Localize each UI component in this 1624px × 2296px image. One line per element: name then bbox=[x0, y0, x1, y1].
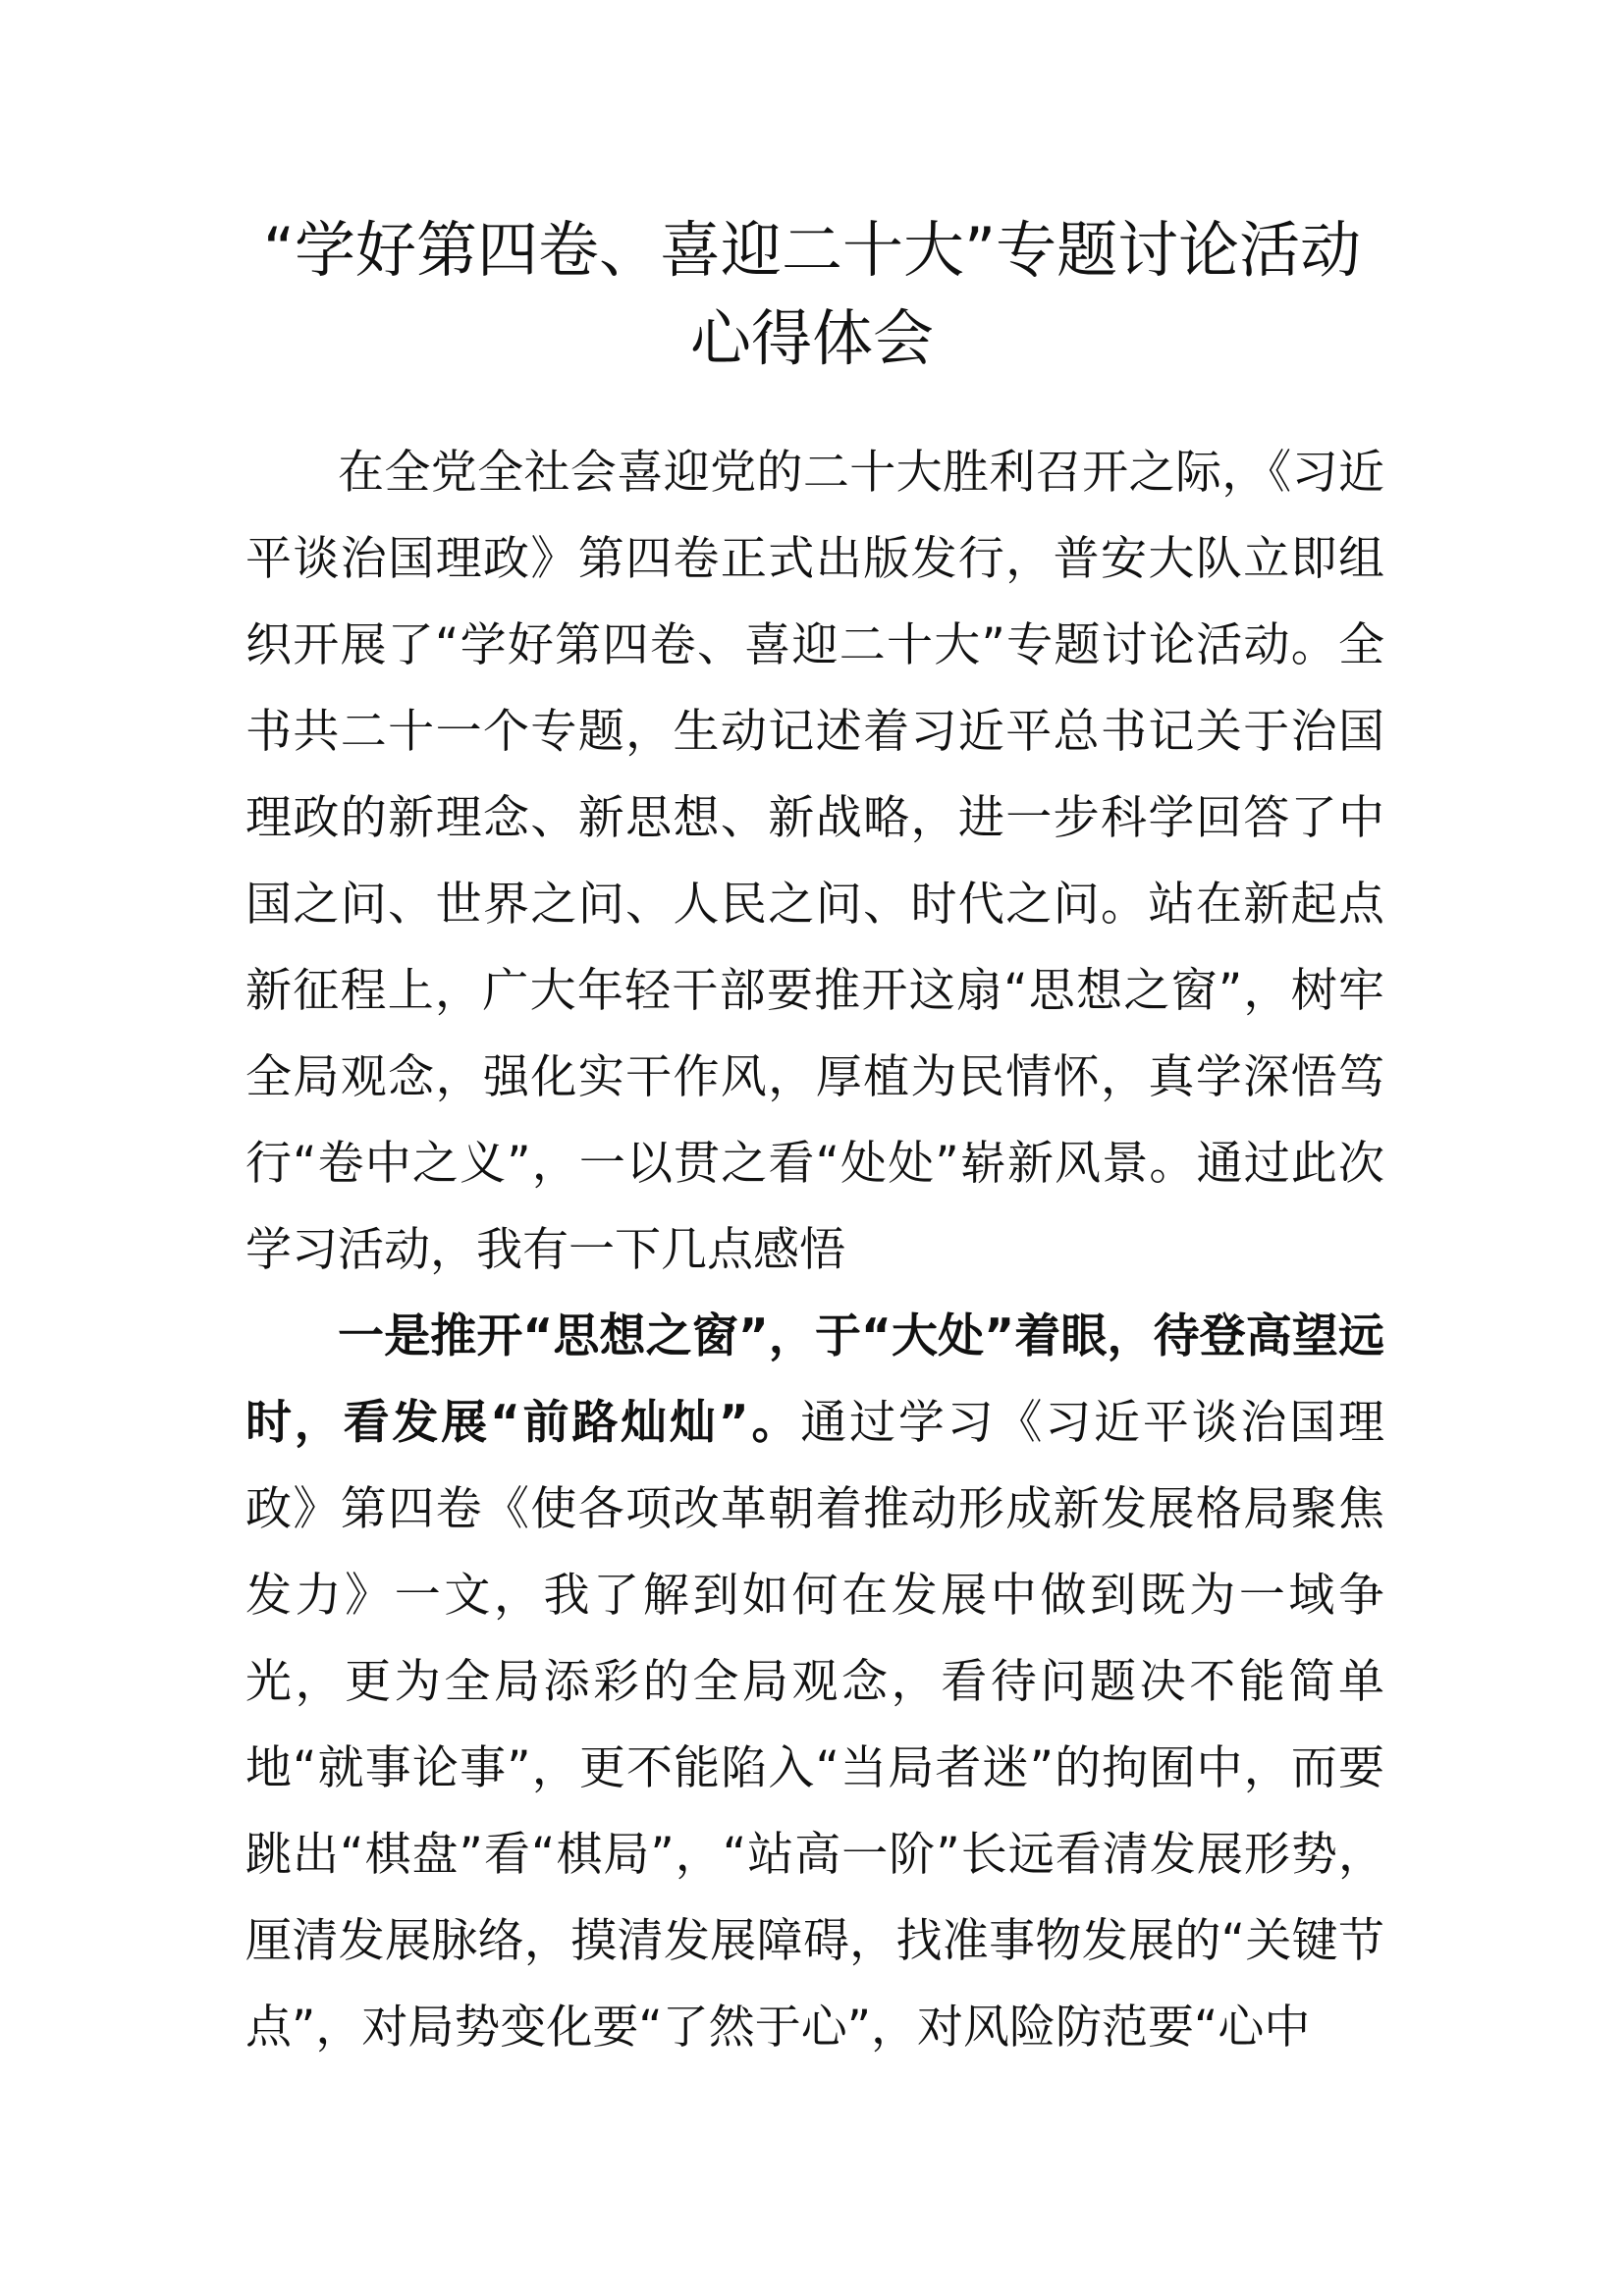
point-one-heading: 一是推开“思想之窗”，于“大处”着眼，待登高望远时，看发展“前路灿灿”。 bbox=[245, 1309, 1384, 1450]
page-title bbox=[236, 206, 1388, 383]
paragraph-intro: 在全党全社会喜迎党的二十大胜利召开之际，《习近平谈治国理政》第四卷正式出版发行，普安大队立即组织开展了“学好第四卷、喜迎二十大”专题讨论活动。全书共二十一个专题，生动记述着习近平总书记关于治国理政的新理念、新思想、新战略，进一步科学回答了中国之问、世界之问、人民之问、时代之问。站在新起点新征程上，广大年轻干部要推开这扇“思想之窗”，树牢全局观念，强化实干作风，厚植为民情怀，真学深悟笃行“卷中之义”，一以贯之看“处处”崭新风景。通过此次学习活动，我有一下几点感悟 bbox=[245, 446, 1384, 1277]
title-line-1: “学好第四卷、喜迎二十大”专题讨论活动 bbox=[262, 214, 1362, 286]
point-one-body: 通过学习《习近平谈治国理政》第四卷《使各项改革朝着推动形成新发展格局聚焦发力》一文，我了解到如何在发展中做到既为一域争光，更为全局添彩的全局观念，看待问题决不能简单地“就事论事”，更不能陷入“当局者迷”的拘囿中，而要跳出“棋盘”看“棋局”，“站高一阶”长远看清发展形势，厘清发展脉络，摸清发展障碍，找准事物发展的“关键节点”，对局势变化要“了然于心”，对风险防范要“心中 bbox=[245, 1396, 1385, 2055]
paragraph-point-one bbox=[245, 1294, 1384, 2071]
document-body bbox=[245, 430, 1384, 2071]
title-line-2: 心得体会 bbox=[689, 302, 934, 374]
